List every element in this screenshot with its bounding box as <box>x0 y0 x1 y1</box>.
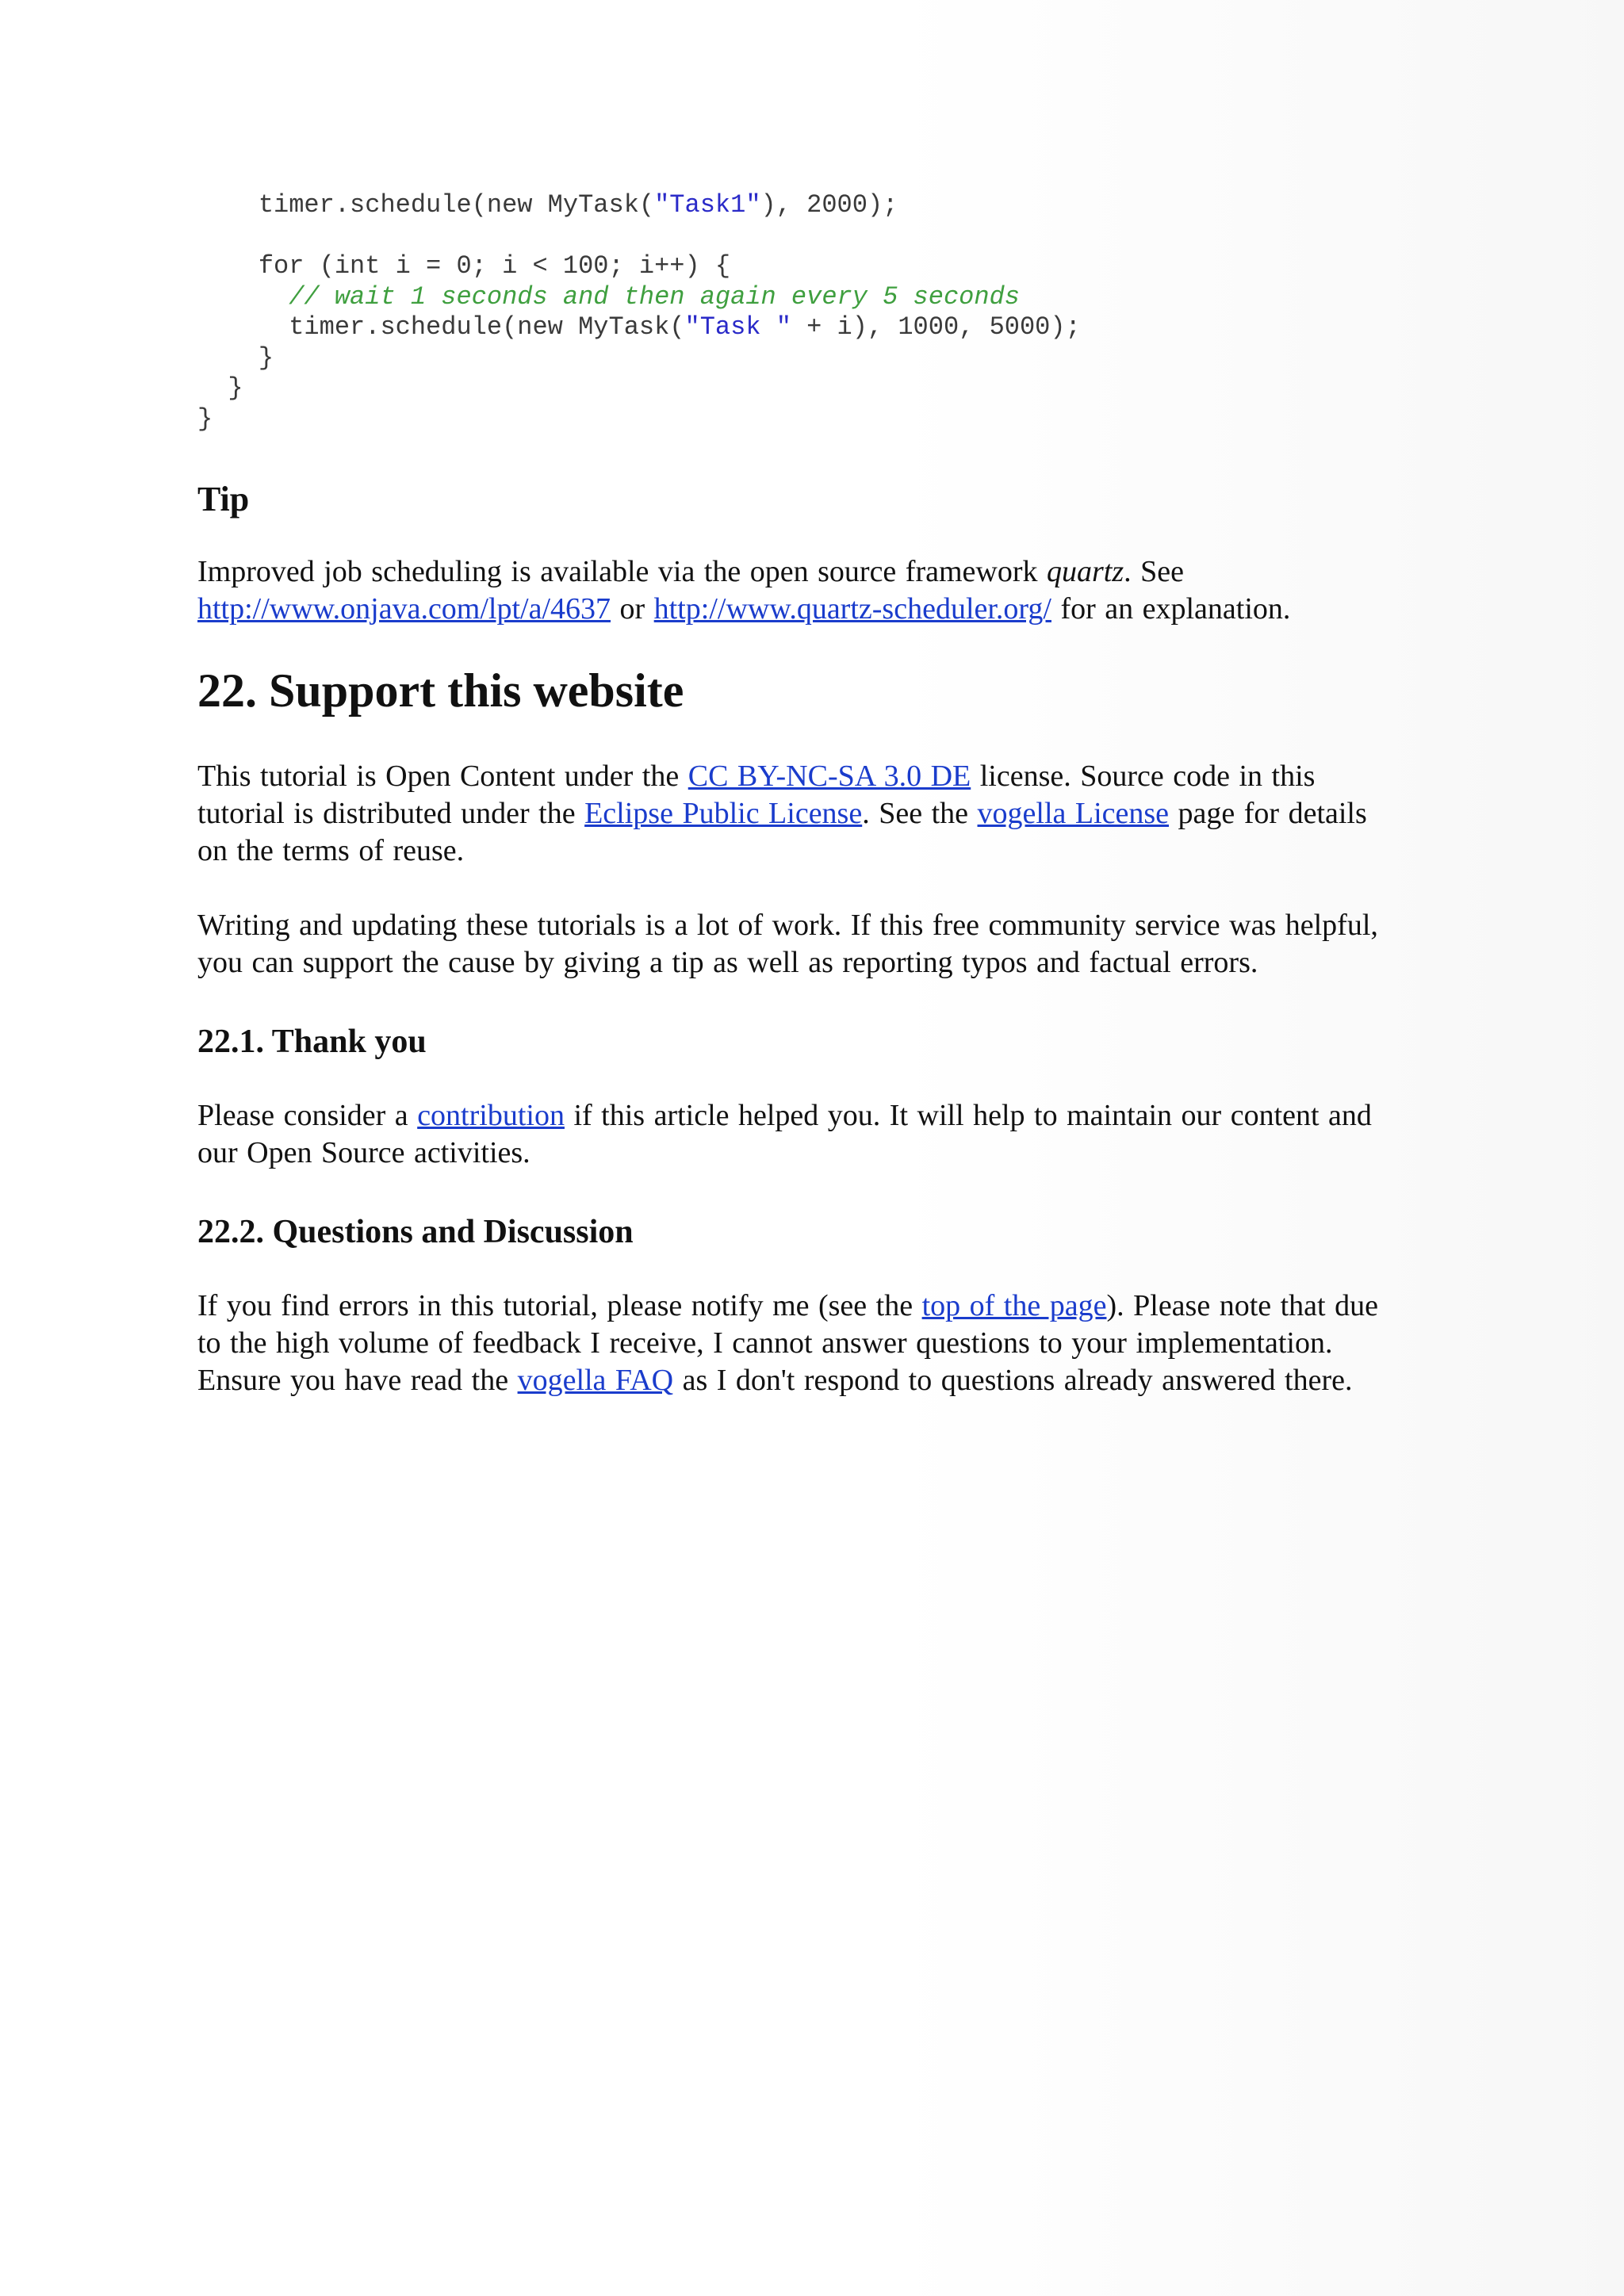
code-line: for (int i = 0; i < 100; i++) { <box>197 251 731 281</box>
tip-heading: Tip <box>197 480 250 519</box>
code-line: timer.schedule(new MyTask("Task1"), 2000); <box>197 190 898 220</box>
code-blank-line <box>197 221 1403 252</box>
section-22-2-heading: 22.2. Questions and Discussion <box>197 1214 634 1250</box>
section-22-heading: 22. Support this website <box>197 664 684 717</box>
page-content <box>197 190 1403 1399</box>
code-line: } <box>197 342 274 373</box>
code-block <box>197 190 1403 434</box>
eclipse-public-license-link[interactable]: Eclipse Public License <box>584 797 863 830</box>
license-paragraph: This tutorial is Open Content under the CC BY-NC-SA 3.0 DE license. Source code in this tutorial is distributed under the Eclipse Public License. See the vogella License page for details on the terms of reuse. <box>197 760 1367 867</box>
quartz-scheduler-link[interactable]: http://www.quartz-scheduler.org/ <box>653 592 1051 626</box>
top-of-page-link[interactable]: top of the page <box>921 1289 1107 1322</box>
vogella-faq-link[interactable]: vogella FAQ <box>517 1364 674 1397</box>
code-line: } <box>197 404 213 434</box>
thank-you-paragraph: Please consider a contribution if this article helped you. It will help to maintain our content and our Open Source activities. <box>197 1099 1372 1169</box>
tip-paragraph: Improved job scheduling is available via the open source framework quartz. See http://www.onjava.com/lpt/a/4637 or http://www.quartz-scheduler.org/ for an explanation. <box>197 555 1291 626</box>
code-line: } <box>197 373 243 403</box>
vogella-license-link[interactable]: vogella License <box>977 797 1170 830</box>
writing-paragraph: Writing and updating these tutorials is a lot of work. If this free community service was helpful, you can support the cause by giving a tip as well as reporting typos and factual errors. <box>197 909 1378 979</box>
section-22-1-heading: 22.1. Thank you <box>197 1024 427 1060</box>
quartz-term: quartz <box>1047 555 1124 588</box>
cc-license-link[interactable]: CC BY-NC-SA 3.0 DE <box>688 760 971 793</box>
contribution-link[interactable]: contribution <box>417 1099 565 1132</box>
code-comment: // wait 1 seconds and then again every 5 seconds <box>197 281 1020 312</box>
code-line: timer.schedule(new MyTask("Task " + i), 1000, 5000); <box>197 312 1081 342</box>
questions-paragraph: If you find errors in this tutorial, please notify me (see the top of the page). Please note that due to the high volume of feedback I receive, I cannot answer questions to your implementation. Ensure you have read the vogella FAQ as I don't respond to questions already answered there. <box>197 1289 1378 1397</box>
onjava-link[interactable]: http://www.onjava.com/lpt/a/4637 <box>197 592 611 626</box>
